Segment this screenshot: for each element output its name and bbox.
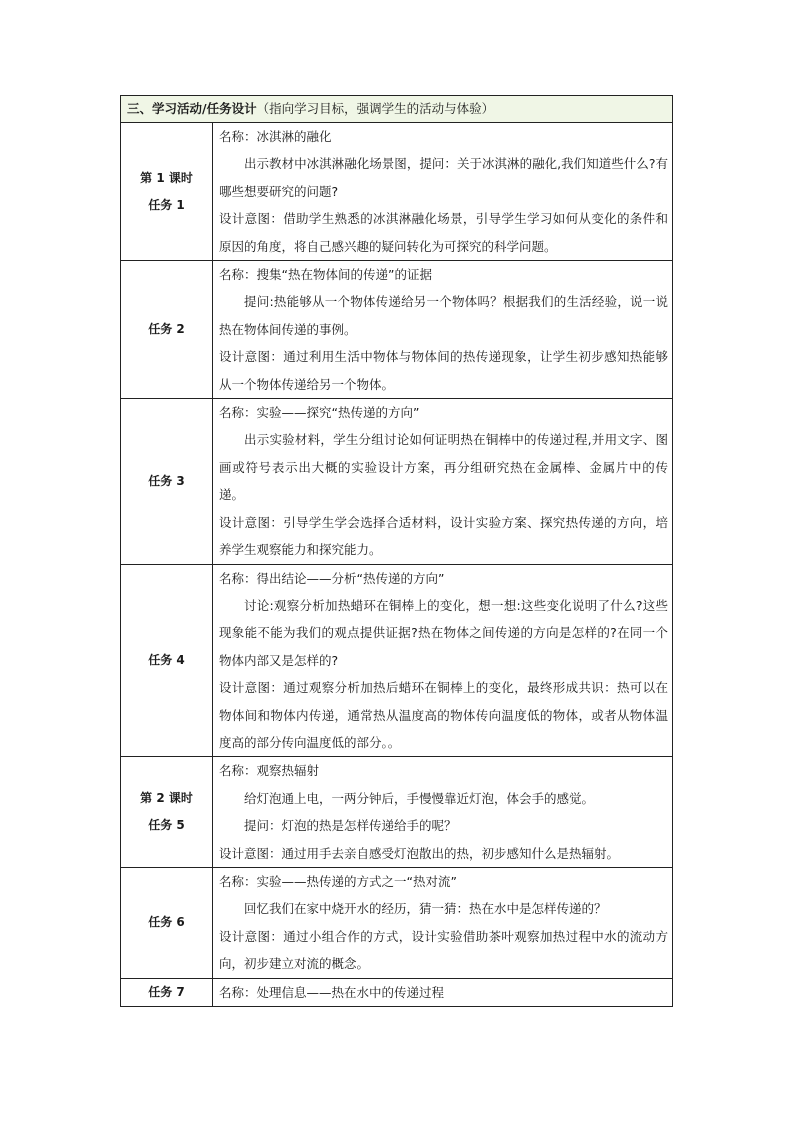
task-description: 回忆我们在家中烧开水的经历，猜一猜：热在水中是怎样传递的？ [244,901,607,917]
task-label: 任务 3 [148,473,185,488]
section-header [121,96,673,123]
lesson-label: 第 2 课时 [140,791,193,806]
task-label-cell [121,564,213,757]
task-content-cell [213,399,673,564]
task-label: 任务 2 [148,322,185,337]
task-label: 任务 4 [148,652,185,667]
task-row [121,399,673,564]
task-name: 名称：得出结论——分析“热传递的方向” [219,570,445,586]
section-header-row [121,96,673,123]
section-header-note: （指向学习目标，强调学生的活动与体验） [256,101,495,116]
task-content-cell [213,757,673,868]
section-header-bold: 三、学习活动/任务设计 [127,101,257,116]
task-description: 给灯泡通上电，一两分钟后，手慢慢靠近灯泡，体会手的感觉。 [244,790,595,806]
task-content-cell [213,123,673,261]
task-label-cell [121,757,213,868]
task-label: 任务 7 [148,984,185,999]
task-label-cell [121,261,213,399]
design-intent: 设计意图：通过小组合作的方式，设计实验借助茶叶观察加热过程中水的流动方向，初步建立对流的概念。 [219,928,668,972]
task-name: 名称：冰淇淋的融化 [219,129,332,144]
task-name: 名称：实验——探究“热传递的方向” [219,405,420,421]
design-intent: 设计意图：通过观察分析加热后蜡环在铜棒上的变化，最终形成共识：热可以在物体间和物体内传递，通常热从温度高的物体传向温度低的物体，或者从物体温度高的部分传向温度低的部分。。 [219,680,668,750]
task-name: 名称：实验——热传递的方式之一“热对流” [219,873,457,889]
task-content-cell [213,564,673,757]
task-description: 讨论:观察分析加热蜡环在铜棒上的变化，想一想:这些变化说明了什么?这些现象能不能为我们的观点提供证据?热在物体之间传递的方向是怎样的?在同一个物体内部又是怎样的? [219,597,668,668]
task-label-cell [121,399,213,564]
task-label: 任务 6 [148,915,185,930]
task-row [121,867,673,978]
task-label-cell [121,123,213,261]
lesson-design-table [120,95,673,1007]
task-description: 提问:热能够从一个物体传递给另一个物体吗？根据我们的生活经验，说一说热在物体间传递的事例。 [219,294,668,337]
task-label-cell [121,978,213,1006]
task-description: 出示实验材料，学生分组讨论如何证明热在铜棒中的传递过程,并用文字、图画或符号表示出大概的实验设计方案，再分组研究热在金属棒、金属片中的传递。 [219,432,668,503]
task-description: 出示教材中冰淇淋融化场景图，提问：关于冰淇淋的融化,我们知道些什么?有哪些想要研究的问题? [219,156,668,199]
task-content-cell [213,867,673,978]
task-content-cell [213,261,673,399]
design-intent: 设计意图：借助学生熟悉的冰淇淋融化场景，引导学生学习如何从变化的条件和原因的角度，将自己感兴趣的疑问转化为可探究的科学问题。 [219,211,668,254]
task-row [121,757,673,868]
task-row [121,123,673,261]
task-row [121,564,673,757]
design-intent: 设计意图：引导学生学会选择合适材料，设计实验方案、探究热传递的方向，培养学生观察能力和探究能力。 [219,514,668,558]
task-name: 名称：观察热辐射 [219,763,320,779]
lesson-label: 第 1 课时 [140,170,193,185]
task-content-cell [213,978,673,1006]
task-row [121,978,673,1006]
design-intent: 设计意图：通过利用生活中物体与物体间的热传递现象，让学生初步感知热能够从一个物体传递给另一个物体。 [219,349,668,392]
task-label: 任务 5 [148,818,185,833]
task-row [121,261,673,399]
task-question: 提问：灯泡的热是怎样传递给手的呢？ [244,818,457,834]
design-intent: 设计意图：通过用手去亲自感受灯泡散出的热，初步感知什么是热辐射。 [219,845,620,861]
task-label-cell [121,867,213,978]
task-name: 名称：处理信息——热在水中的传递过程 [219,984,445,1000]
task-name: 名称：搜集“热在物体间的传递”的证据 [219,267,432,283]
task-label: 任务 1 [148,197,185,212]
